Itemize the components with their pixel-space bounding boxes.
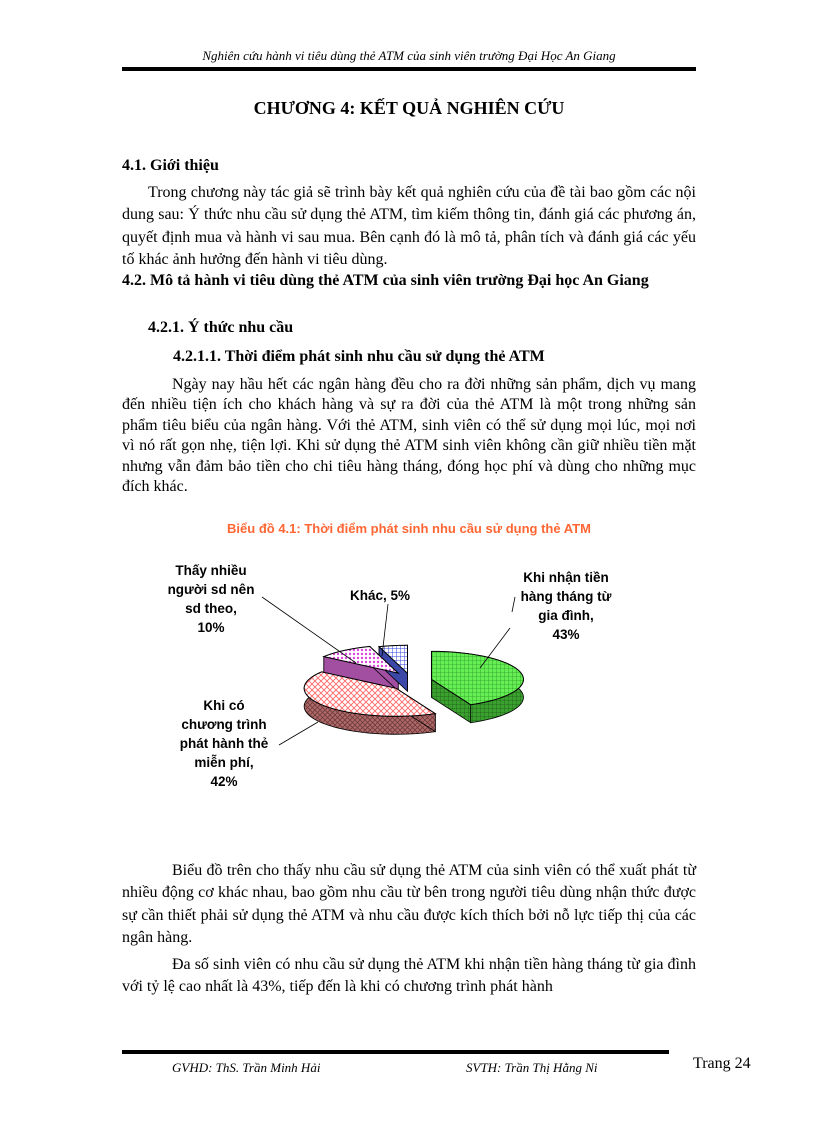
section-4-2-paragraph: Ngày nay hầu hết các ngân hàng đều cho ra đời những sản phẩm, dịch vụ mang đến nhiều tiện ích cho khách hàng và sự ra đời của thẻ ATM là một trong những sản phẩm tiêu biểu của ngân hàng. Với thẻ ATM, sinh viên có thể sử dụng mọi lúc, mọi nơi vì nó rất gọn nhẹ, tiện lợi. Khi sử dụng thẻ ATM sinh viên không cần giữ nhiều tiền mặt nhưng vẫn đảm bảo tiền cho chi tiêu hàng tháng, đóng học phí và dùng cho những mục đích khác. (122, 376, 696, 496)
label-monthly-line: 43% (552, 627, 580, 642)
label-monthly-line: Khi nhận tiền (523, 570, 609, 585)
leader-line-free (279, 722, 318, 745)
page-number: Trang 24 (693, 1055, 751, 1072)
footer-advisor: GVHD: ThS. Trần Minh Hải (172, 1060, 321, 1075)
leader-line-follow (262, 597, 356, 663)
section-4-1-heading: 4.1. Giới thiệu (122, 157, 219, 174)
after-chart-paragraph-1: Biểu đồ trên cho thấy nhu cầu sử dụng thẻ ATM của sinh viên có thể xuất phát từ nhiều động cơ khác nhau, bao gồm nhu cầu từ bên trong người tiêu dùng nhận thức được sự cần thiết phải sử dụng thẻ ATM và nhu cầu được kích thích bởi nỗ lực tiếp thị của các ngân hàng. (122, 862, 696, 947)
section-4-1-paragraph: Trong chương này tác giả sẽ trình bày kết quả nghiên cứu của đề tài bao gồm các nội dung sau: Ý thức nhu cầu sử dụng thẻ ATM, tìm kiếm thông tin, đánh giá các phương án, quyết định mua và hành vi sau mua. Bên cạnh đó là mô tả, phân tích và đánh giá các yếu tố khác ảnh hưởng đến hành vi tiêu dùng. (122, 184, 696, 269)
label-free (168, 696, 280, 791)
section-4-2-heading: 4.2. Mô tả hành vi tiêu dùng thẻ ATM của sinh viên trường Đại học An Giang (122, 272, 649, 289)
label-free-line: miễn phí, (194, 755, 254, 770)
label-monthly-line: gia đình, (538, 608, 594, 623)
after-chart-paragraph-2: Đa số sinh viên có nhu cầu sử dụng thẻ ATM khi nhận tiền hàng tháng từ gia đình với tỷ lệ cao nhất là 43%, tiếp đến là khi có chương trình phát hành (122, 956, 696, 996)
label-other-line: Khác, 5% (349, 588, 411, 603)
chart-title: Biểu đồ 4.1: Thời điểm phát sinh nhu cầu sử dụng thẻ ATM (227, 521, 591, 536)
footer-rule (122, 1050, 669, 1054)
label-free-line: 42% (210, 774, 238, 789)
label-follow-line: Thấy nhiều (175, 563, 247, 578)
footer-student: SVTH: Trần Thị Hằng Ni (466, 1060, 598, 1075)
section-4-2-1-heading: 4.2.1. Ý thức nhu cầu (148, 319, 294, 336)
label-monthly (512, 568, 620, 644)
label-free-line: phát hành thẻ (179, 736, 269, 751)
label-follow-line: người sd nên (167, 582, 255, 597)
label-other (340, 586, 420, 605)
label-monthly-line: hàng tháng từ (520, 589, 612, 604)
section-4-2-1-1-heading: 4.2.1.1. Thời điểm phát sinh nhu cầu sử dụng thẻ ATM (173, 348, 545, 365)
label-free-line: Khi có (203, 698, 245, 713)
running-header: Nghiên cứu hành vi tiêu dùng thẻ ATM của sinh viên trường Đại Học An Giang (202, 48, 616, 63)
label-follow (156, 561, 266, 637)
label-follow-line: sd theo, (185, 601, 237, 616)
label-follow-line: 10% (197, 620, 225, 635)
label-free-line: chương trình (181, 717, 267, 732)
chapter-title: CHƯƠNG 4: KẾT QUẢ NGHIÊN CỨU (253, 98, 565, 118)
